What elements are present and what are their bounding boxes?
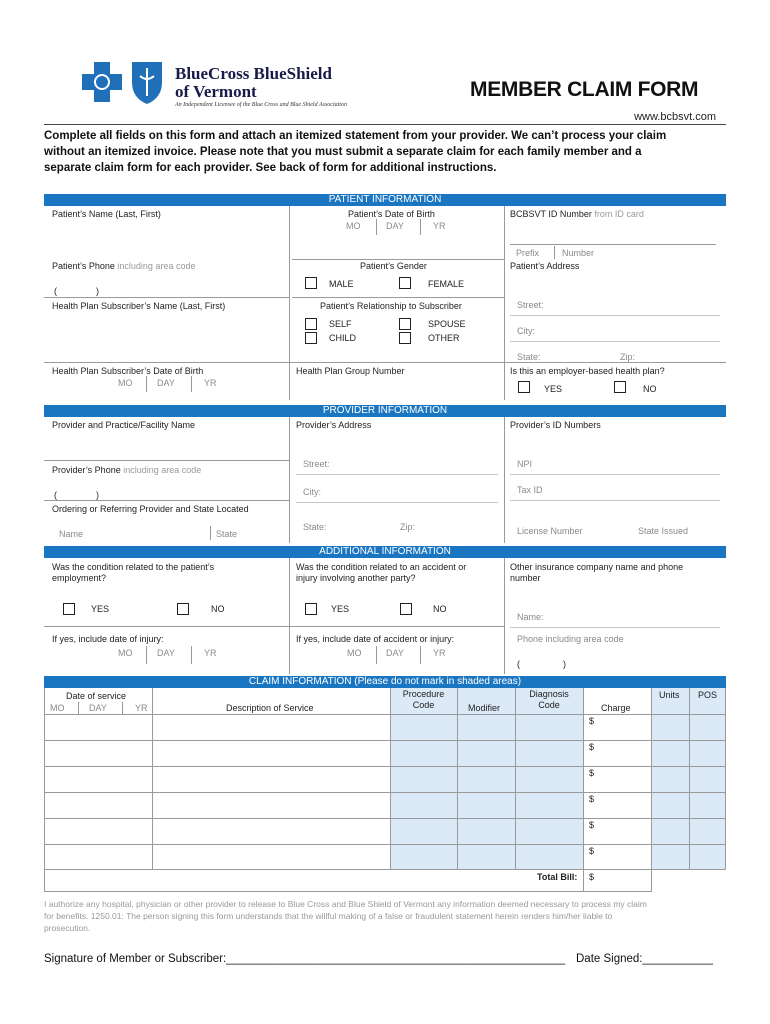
col-divider xyxy=(289,206,290,400)
bcbsvt-id-label: BCBSVT ID Number from ID card xyxy=(510,209,644,219)
modifier-header: Modifier xyxy=(468,703,501,713)
spouse-label: SPOUSE xyxy=(428,319,466,329)
employment-yes-checkbox[interactable] xyxy=(63,603,75,615)
patient-phone-field[interactable] xyxy=(50,274,284,296)
accident-no-label: NO xyxy=(433,604,447,614)
accident-no-checkbox[interactable] xyxy=(400,603,412,615)
accident-date-field[interactable] xyxy=(294,646,500,668)
total-bill-label: Total Bill: xyxy=(537,872,578,882)
patient-info-bar: PATIENT INFORMATION xyxy=(44,194,726,206)
logo-line2: of Vermont xyxy=(175,82,257,101)
patient-gender-label: Patient’s Gender xyxy=(360,261,427,271)
bcbs-logo-icon xyxy=(82,58,170,108)
col-divider xyxy=(289,558,290,674)
provider-phone-label: Provider’s Phone including area code xyxy=(52,465,202,475)
date-signed-field[interactable] xyxy=(644,950,722,968)
auth-line1: I authorize any hospital, physician or other provider to release to Blue Cross and Blue Shield of Vermont any information deemed necessary to process my claim xyxy=(44,899,647,909)
authorization-text xyxy=(44,898,647,934)
male-checkbox[interactable] xyxy=(305,277,317,289)
id-number: Number xyxy=(562,248,595,258)
col-divider xyxy=(504,417,505,543)
signature-label: Signature of Member or Subscriber:_____________________________________________________ xyxy=(44,953,566,965)
ordering-state: State xyxy=(216,529,238,539)
grid-line xyxy=(725,688,726,870)
provider-state: State: xyxy=(303,522,327,532)
patient-name-field[interactable] xyxy=(50,222,284,254)
dob-mo: MO xyxy=(346,221,361,231)
provider-license: License Number xyxy=(517,526,583,536)
grid-line xyxy=(390,688,391,870)
self-checkbox[interactable] xyxy=(305,318,317,330)
intro-text xyxy=(44,128,666,176)
self-label: SELF xyxy=(329,319,352,329)
intro-line3: separate claim form for each provider. See back of form for additional instructions. xyxy=(44,162,497,174)
charge-dollar: $ xyxy=(589,742,595,752)
provider-npi: NPI xyxy=(517,459,533,469)
prov-phone-paren-close: ) xyxy=(96,490,99,500)
intro-line1: Complete all fields on this form and attach an itemized statement from your provider. We can’t process your claim xyxy=(44,130,667,142)
col-divider xyxy=(504,206,505,400)
injury-yr: YR xyxy=(204,648,217,658)
employer-no-checkbox[interactable] xyxy=(614,381,626,393)
grid-line xyxy=(515,688,516,870)
grid-line xyxy=(44,891,652,892)
provider-phone-field[interactable] xyxy=(50,478,284,498)
charge-dollar: $ xyxy=(589,846,595,856)
total-bill-field[interactable] xyxy=(584,870,650,890)
charge-dollar: $ xyxy=(589,820,595,830)
provider-address-label: Provider’s Address xyxy=(296,420,372,430)
date-sep xyxy=(78,702,79,714)
accident-question: Was the condition related to an accident or injury involving another party? xyxy=(296,562,467,583)
ordering-name: Name xyxy=(59,529,84,539)
diagnosis-code-header: Diagnosis Code xyxy=(529,689,569,710)
patient-dob-field[interactable] xyxy=(292,220,500,250)
claim-info-bar: CLAIM INFORMATION (Please do not mark in shaded areas) xyxy=(44,676,726,688)
row-line xyxy=(292,259,504,260)
logo-line1: BlueCross BlueShield xyxy=(175,64,332,83)
ins-paren-close: ) xyxy=(563,659,566,669)
grid-line xyxy=(689,688,690,870)
pos-shade xyxy=(689,688,726,870)
id-underline xyxy=(510,244,716,245)
auth-line2: for benefits. 1250.01: The person signing this form understands that the willful making of a false or fraudulent statement herein renders him/her liable to xyxy=(44,911,613,921)
header-divider xyxy=(44,124,726,125)
provider-tax-id: Tax ID xyxy=(517,485,543,495)
provider-name-label: Provider and Practice/Facility Name xyxy=(52,420,196,430)
provider-zip: Zip: xyxy=(400,522,416,532)
address-zip: Zip: xyxy=(620,352,636,362)
claim-rows-area[interactable] xyxy=(45,715,390,869)
service-day: DAY xyxy=(89,703,107,713)
logo-tagline: An Independent Licensee of the Blue Cross and Blue Shield Association xyxy=(175,102,347,108)
injury-date-field[interactable] xyxy=(50,646,284,668)
employment-yes-label: YES xyxy=(91,604,110,614)
bcbsvt-id-field[interactable] xyxy=(510,222,720,244)
additional-info-bar: ADDITIONAL INFORMATION xyxy=(44,546,726,558)
procedure-shade xyxy=(390,688,457,870)
subscriber-dob-label: Health Plan Subscriber’s Date of Birth xyxy=(52,366,204,376)
provider-id-field[interactable] xyxy=(510,452,720,538)
dob-yr: YR xyxy=(433,221,446,231)
ins-line xyxy=(510,627,720,628)
address-street: Street: xyxy=(517,300,544,310)
ins-paren-open: ( xyxy=(517,659,520,669)
male-label: MALE xyxy=(329,279,354,289)
accident-day: DAY xyxy=(386,648,404,658)
sub-dob-yr: YR xyxy=(204,378,217,388)
units-shade xyxy=(651,688,689,870)
child-checkbox[interactable] xyxy=(305,332,317,344)
relationship-label: Patient’s Relationship to Subscriber xyxy=(320,301,462,311)
intro-line2: without an itemized invoice. Please note that you must submit a separate claim for each family member and a xyxy=(44,146,642,158)
female-label: FEMALE xyxy=(428,279,465,289)
accident-yes-checkbox[interactable] xyxy=(305,603,317,615)
grid-line xyxy=(651,688,652,892)
employment-no-label: NO xyxy=(211,604,225,614)
diagnosis-shade xyxy=(515,688,583,870)
insurance-phone-hint: Phone including area code xyxy=(517,634,624,644)
subscriber-name-label: Health Plan Subscriber’s Name (Last, First) xyxy=(52,301,226,311)
sub-dob-day: DAY xyxy=(157,378,175,388)
address-state: State: xyxy=(517,352,541,362)
employment-question: Was the condition related to the patient’s employment? xyxy=(52,562,215,583)
patient-dob-label: Patient’s Date of Birth xyxy=(348,209,435,219)
subscriber-name-field[interactable] xyxy=(50,314,284,358)
employment-no-checkbox[interactable] xyxy=(177,603,189,615)
grid-line xyxy=(457,688,458,870)
group-number-label: Health Plan Group Number xyxy=(296,366,405,376)
phone-paren-close: ) xyxy=(96,286,99,296)
form-title: MEMBER CLAIM FORM xyxy=(470,78,699,101)
description-header: Description of Service xyxy=(226,703,314,713)
units-header: Units xyxy=(659,690,680,700)
other-checkbox[interactable] xyxy=(399,332,411,344)
injury-date-label: If yes, include date of injury: xyxy=(52,634,164,644)
employer-yes-label: YES xyxy=(544,384,563,394)
ordering-provider-field[interactable] xyxy=(50,517,284,539)
row-line xyxy=(44,626,504,627)
phone-paren-open: ( xyxy=(54,286,57,296)
employer-yes-checkbox[interactable] xyxy=(518,381,530,393)
id-prefix: Prefix xyxy=(516,248,540,258)
auth-line3: prosecution. xyxy=(44,923,91,933)
patient-phone-label: Patient’s Phone including area code xyxy=(52,261,196,271)
row-line xyxy=(292,297,504,298)
insurance-name: Name: xyxy=(517,612,544,622)
website: www.bcbsvt.com xyxy=(634,111,716,123)
group-number-field[interactable] xyxy=(294,378,500,398)
ordering-provider-label: Ordering or Referring Provider and State Located xyxy=(52,504,249,514)
total-bill-dollar: $ xyxy=(589,872,595,882)
other-insurance-question: Other insurance company name and phone number xyxy=(510,562,684,583)
id-sep xyxy=(554,246,555,259)
charge-header: Charge xyxy=(601,703,631,713)
provider-address-field[interactable] xyxy=(296,452,498,538)
female-checkbox[interactable] xyxy=(399,277,411,289)
accident-yes-label: YES xyxy=(331,604,350,614)
accident-date-label: If yes, include date of accident or injury: xyxy=(296,634,455,644)
date-signed-label: Date Signed:___________ xyxy=(576,953,713,965)
accident-mo: MO xyxy=(347,648,362,658)
pos-header: POS xyxy=(698,690,718,700)
insurance-name-field[interactable] xyxy=(510,604,720,626)
subscriber-dob-field[interactable] xyxy=(50,376,284,398)
employer-plan-label: Is this an employer-based health plan? xyxy=(510,366,665,376)
provider-street: Street: xyxy=(303,459,330,469)
col-divider xyxy=(289,417,290,543)
procedure-code-header: Procedure Code xyxy=(402,689,445,710)
provider-city: City: xyxy=(303,487,321,497)
spouse-checkbox[interactable] xyxy=(399,318,411,330)
address-city: City: xyxy=(517,326,535,336)
provider-info-bar: PROVIDER INFORMATION xyxy=(44,405,726,417)
provider-state-issued: State Issued xyxy=(638,526,689,536)
patient-address-field[interactable] xyxy=(510,292,720,362)
signature-field[interactable] xyxy=(236,950,572,968)
child-label: CHILD xyxy=(329,333,357,343)
dob-day: DAY xyxy=(386,221,404,231)
provider-name-field[interactable] xyxy=(50,433,284,457)
sub-dob-mo: MO xyxy=(118,378,133,388)
col-divider xyxy=(504,558,505,674)
modifier-shade xyxy=(457,688,515,870)
provider-id-label: Provider’s ID Numbers xyxy=(510,420,601,430)
accident-yr: YR xyxy=(433,648,446,658)
row-line xyxy=(44,460,290,461)
injury-mo: MO xyxy=(118,648,133,658)
date-sep xyxy=(122,702,123,714)
charge-dollar: $ xyxy=(589,768,595,778)
service-mo: MO xyxy=(50,703,65,713)
insurance-phone-field[interactable] xyxy=(510,648,720,670)
patient-name-label: Patient’s Name (Last, First) xyxy=(52,209,161,219)
date-of-service-header: Date of service xyxy=(66,691,127,701)
charge-fields[interactable] xyxy=(584,715,650,869)
injury-day: DAY xyxy=(157,648,175,658)
row-line xyxy=(44,362,726,363)
row-line xyxy=(44,297,290,298)
row-line xyxy=(44,500,290,501)
other-label: OTHER xyxy=(428,333,460,343)
charge-dollar: $ xyxy=(589,794,595,804)
charge-dollar: $ xyxy=(589,716,595,726)
prov-phone-paren-open: ( xyxy=(54,490,57,500)
service-yr: YR xyxy=(135,703,148,713)
patient-address-label: Patient’s Address xyxy=(510,261,580,271)
employer-no-label: NO xyxy=(643,384,657,394)
